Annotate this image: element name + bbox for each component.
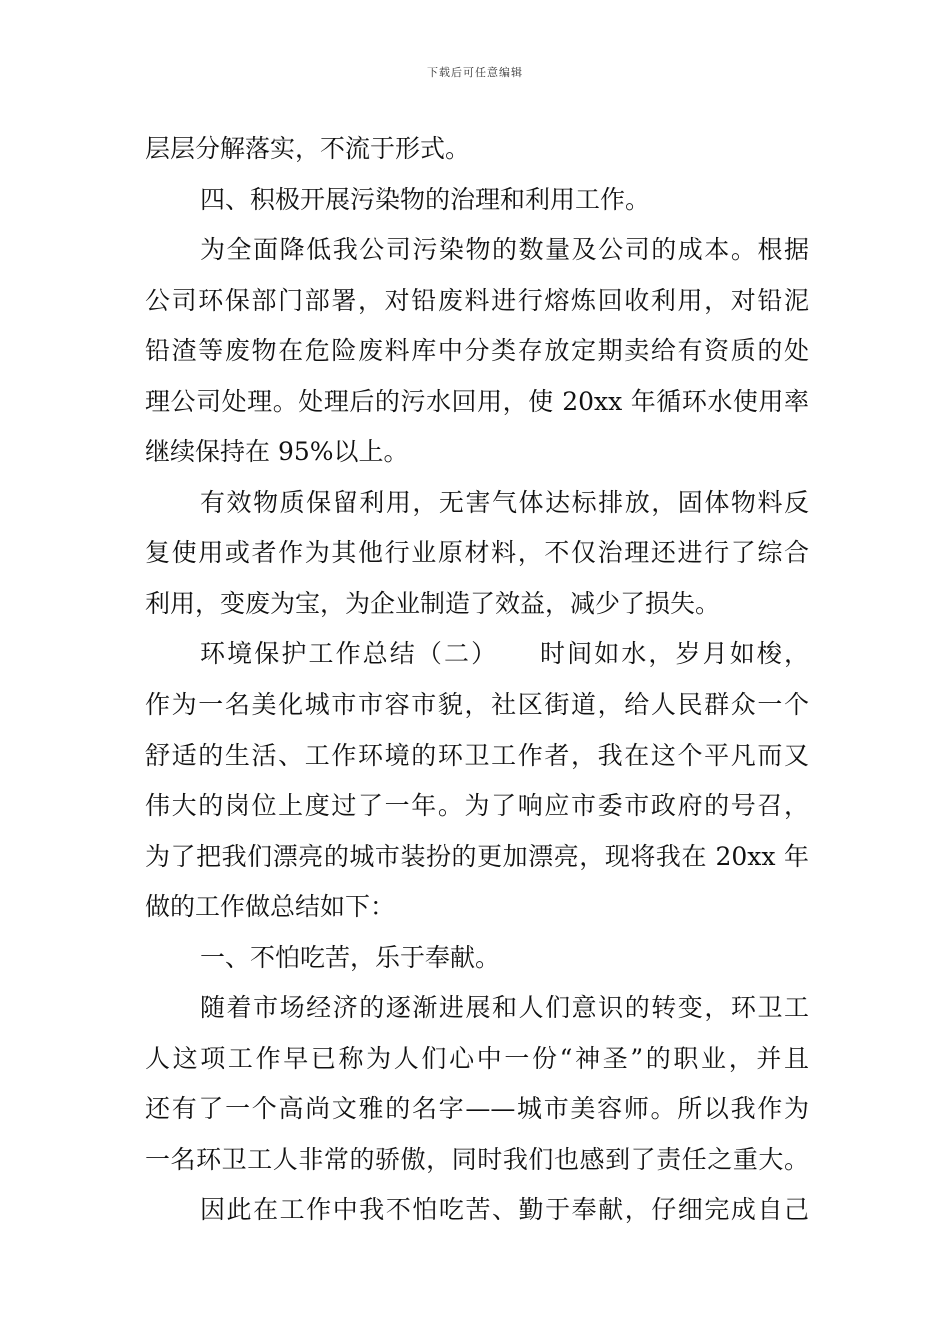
text-line: 铅渣等废物在危险废料库中分类存放定期卖给有资质的处	[145, 336, 809, 366]
document-body	[145, 124, 809, 1236]
section-heading: 一、不怕吃苦，乐于奉献。	[200, 942, 501, 972]
paragraph-first-line: 因此在工作中我不怕吃苦、勤于奉献，仔细完成自己	[200, 1195, 809, 1225]
page-header: 下载后可任意编辑	[427, 66, 523, 79]
paragraph-first-line: 为全面降低我公司污染物的数量及公司的成本。根据	[200, 235, 809, 265]
paragraph-first-line: 有效物质保留利用，无害气体达标排放，固体物料反	[200, 487, 809, 517]
text-line: 利用，变废为宝，为企业制造了效益，减少了损失。	[145, 588, 721, 618]
text-line: 作为一名美化城市市容市貌，社区街道，给人民群众一个	[145, 690, 809, 720]
section-heading: 四、积极开展污染物的治理和利用工作。	[200, 184, 651, 214]
text-line: 继续保持在 95%以上。	[145, 437, 409, 467]
text-line: 公司环保部门部署，对铅废料进行熔炼回收利用，对铅泥	[145, 285, 809, 315]
text-line: 舒适的生活、工作环境的环卫工作者，我在这个平凡而又	[145, 740, 809, 770]
text-line: 做的工作做总结如下：	[145, 892, 396, 922]
paragraph-first-line: 随着市场经济的逐渐进展和人们意识的转变，环卫工	[200, 993, 809, 1023]
text-line: 伟大的岗位上度过了一年。为了响应市委市政府的号召，	[145, 791, 809, 821]
text-line: 理公司处理。处理后的污水回用，使 20xx 年循环水使用率	[145, 386, 809, 416]
text-line: 层层分解落实，不流于形式。	[145, 134, 471, 163]
text-line: 一名环卫工人非常的骄傲，同时我们也感到了责任之重大。	[145, 1144, 809, 1174]
text-line: 人这项工作早已称为人们心中一份“神圣”的职业，并且	[145, 1043, 809, 1073]
text-line: 复使用或者作为其他行业原材料，不仅治理还进行了综合	[145, 538, 809, 568]
text-line: 还有了一个高尚文雅的名字——城市美容师。所以我作为	[145, 1094, 809, 1124]
section-title-line: 环境保护工作总结（二） 时间如水，岁月如梭，	[200, 639, 809, 669]
text-line: 为了把我们漂亮的城市装扮的更加漂亮，现将我在 20xx 年	[145, 841, 809, 871]
